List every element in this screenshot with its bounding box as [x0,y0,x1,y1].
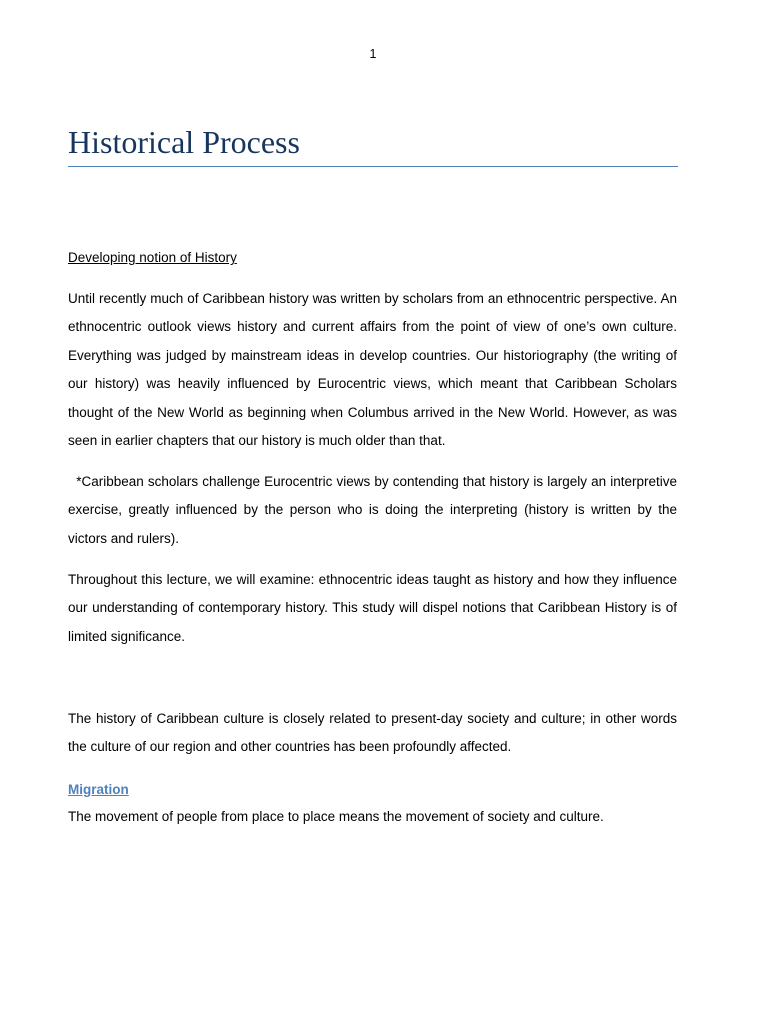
paragraph-text: The history of Caribbean culture is closely related to present-day society and culture; in other words the culture of our region and other countries has been profoundly affected. [68,711,677,755]
page-number: 1 [369,47,377,61]
section-heading: Developing notion of History [68,250,237,265]
paragraph-text: Until recently much of Caribbean history was written by scholars from an ethnocentric perspective. An ethnocentric outlook views history and current affairs from the point of view of one’s own culture. Everything was judged by mainstream ideas in develop countries. Our historiography (the writing of our history) was heavily influenced by Eurocentric views, which meant that Caribbean Scholars thought of the New World as beginning when Columbus arrived in the New World. However, as was seen in earlier chapters that our history is much older than that. [68,291,677,449]
migration-text: The movement of people from place to place means the movement of society and culture. [68,809,604,824]
document-title: Historical Process [68,120,678,167]
paragraph-scholars [68,468,677,553]
paragraph-text: Throughout this lecture, we will examine: ethnocentric ideas taught as history and how they influence our understanding of contemporary history. This study will dispel notions that Caribbean History is of limited significance. [68,572,677,644]
paragraph-lecture [68,566,677,651]
paragraph-text: *Caribbean scholars challenge Eurocentric views by contending that history is largely an interpretive exercise, greatly influenced by the person who is doing the interpreting (history is written by the victors and rulers). [68,474,677,546]
paragraph-culture [68,705,677,762]
paragraph-ethnocentric [68,285,677,455]
migration-heading-link[interactable]: Migration [68,782,129,797]
